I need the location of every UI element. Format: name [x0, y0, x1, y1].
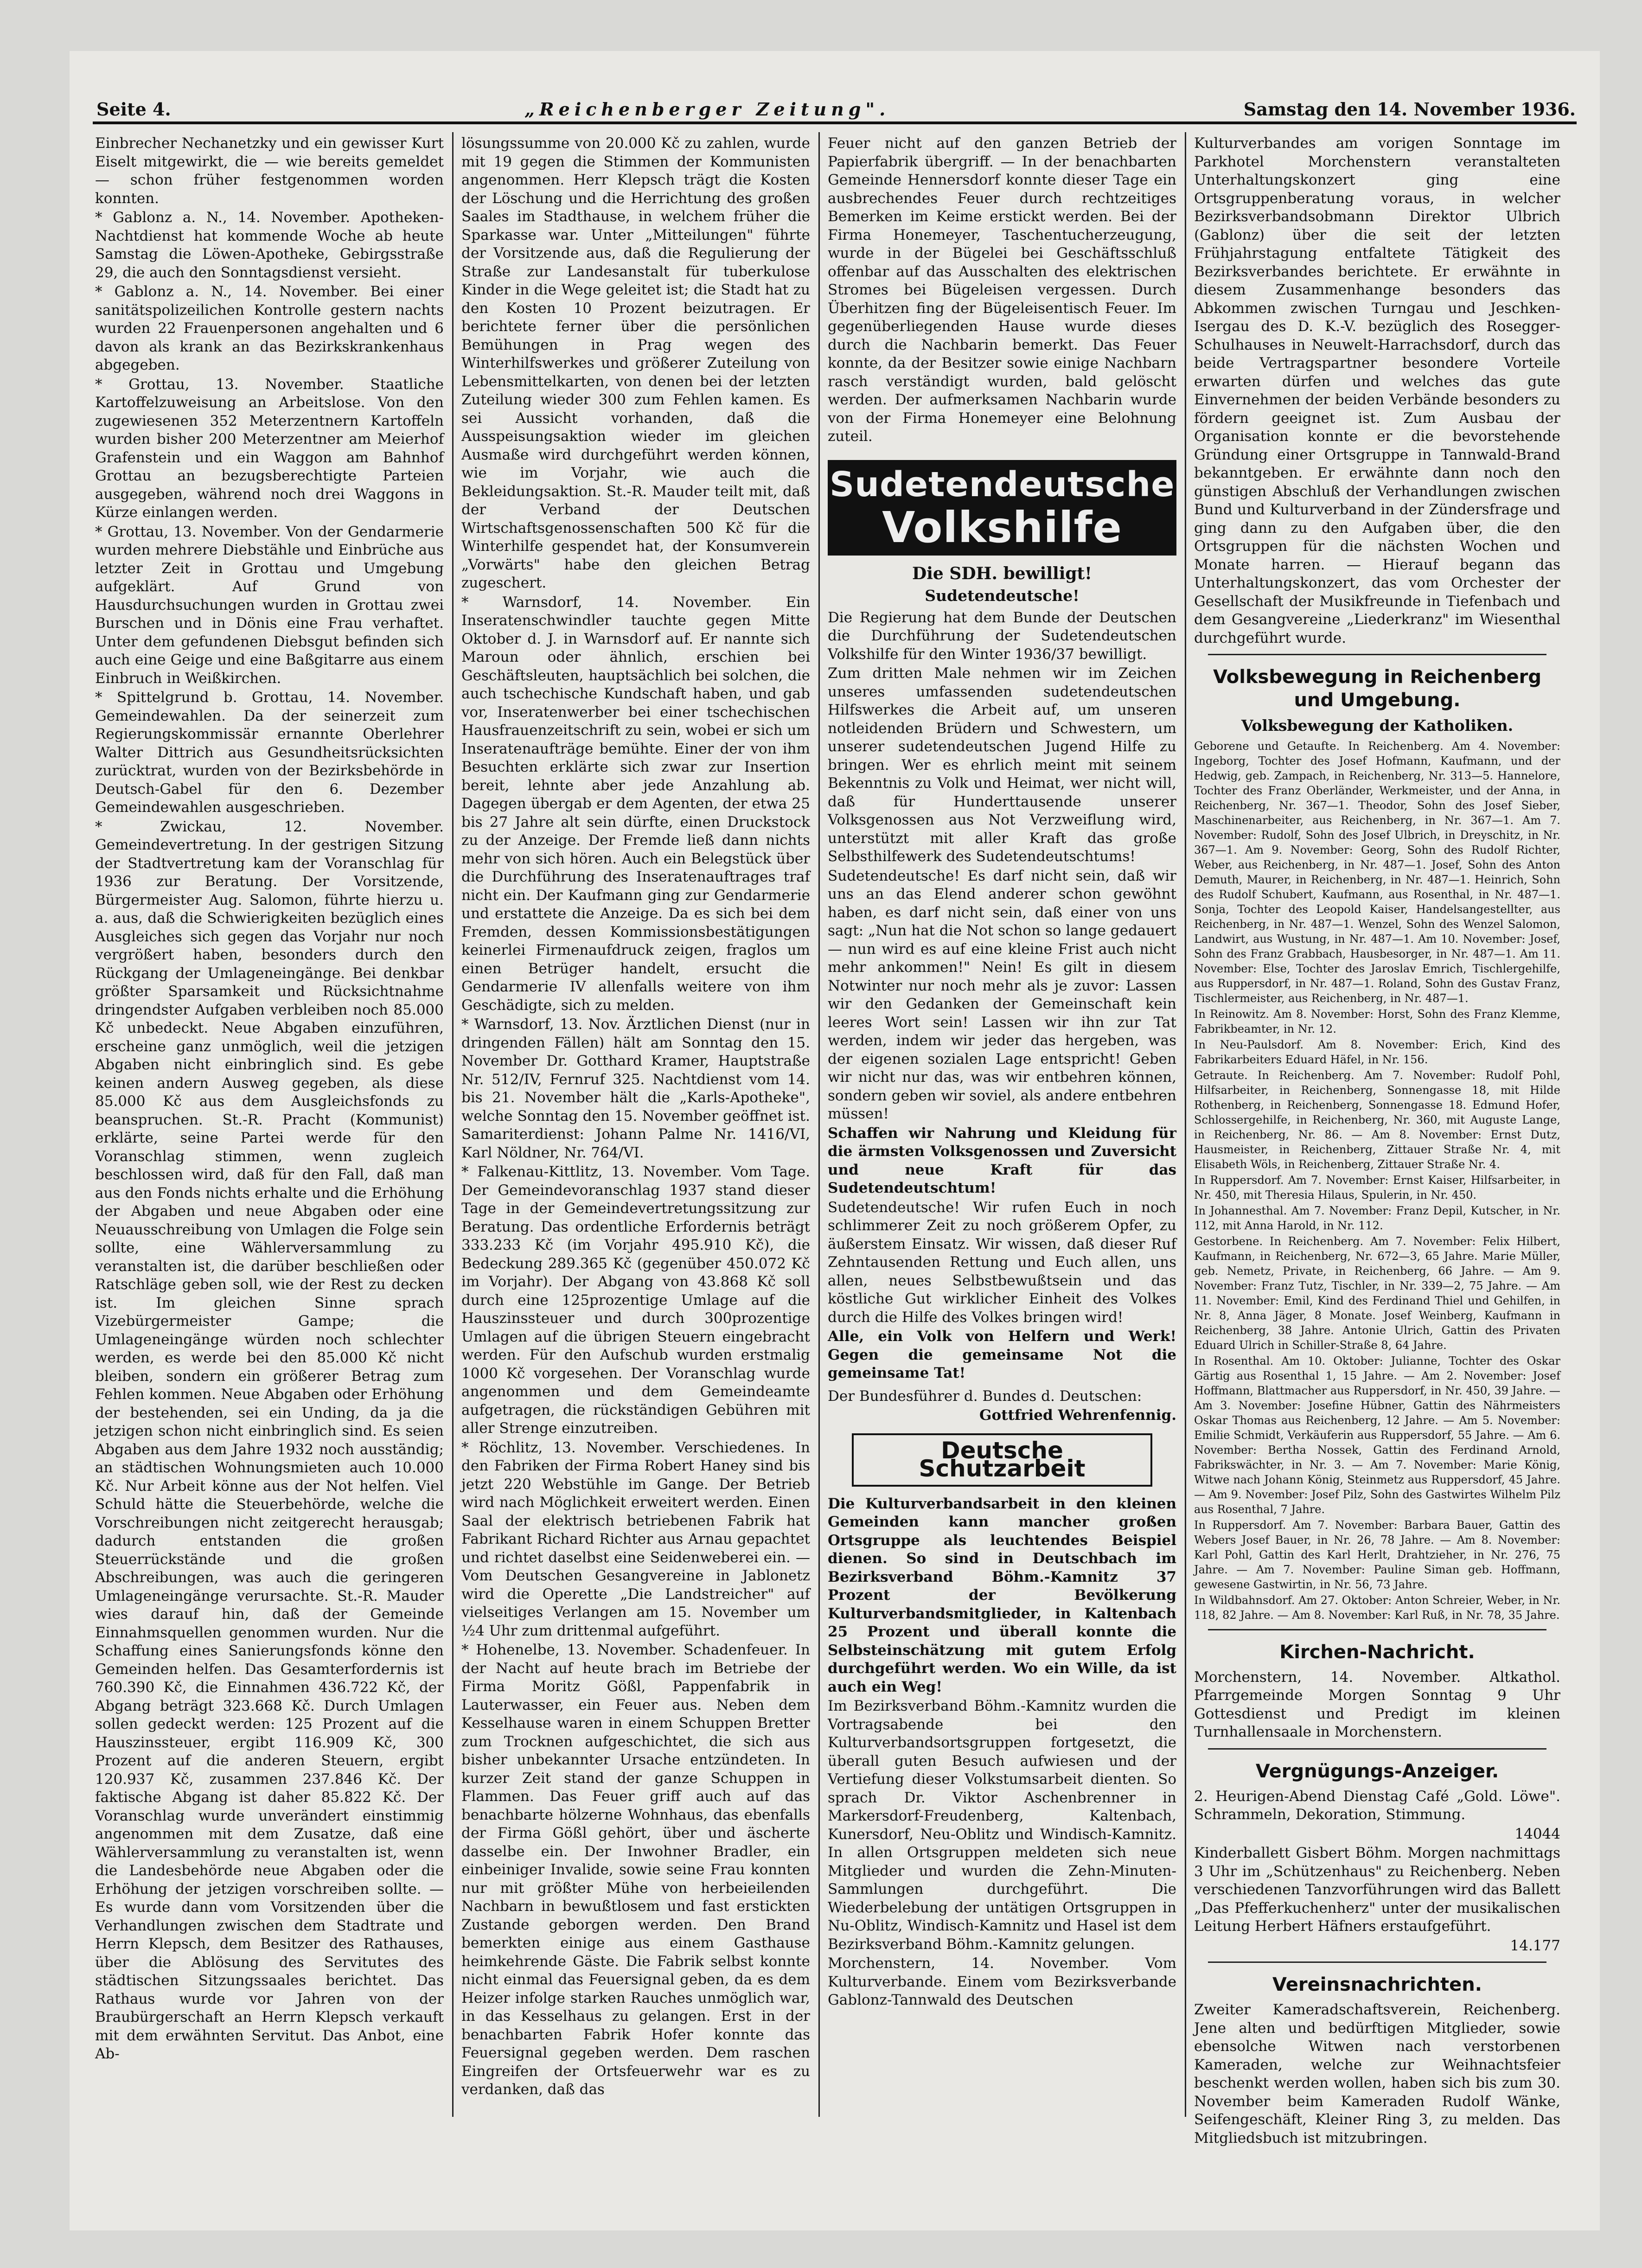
- article-para: * Gablonz a. N., 14. November. Apotheken-Nachtdienst hat kommende Woche ab heute Samstag die Löwen-Apotheke, Gebirgsstraße 29, die auch den Sonntagsdienst versieht.: [95, 209, 444, 281]
- article-para: Kulturverbandes am vorigen Sonntage im Parkhotel Morchenstern veranstalteten Unterhaltungskonzert ging eine Ortsgruppenberatung voraus, in welcher Bezirksverbandsobmann Direktor Ulbrich (Gablonz) über die seit der letzten Frühjahrstagung entfaltete Tätigkeit des Bezirksverbandes berichtete. Er erwähnte in diesem Zusammenhange besonders das Abkommen zwischen Turngau und Jeschken-Isergau des D. K.-V. bezüglich des Rosegger-Schulhauses in Neuwelt-Harrachsdorf, durch das beide Vertragspartner besondere Vorteile erwarten dürfen und welches das gute Einvernehmen der beiden Verbände besonders zu fördern geeignet ist. Zum Ausbau der Organisation konnte er die bevorstehende Gründung einer Ortsgruppe in Tannwald-Brand bekanntgeben. Er erwähnte dann noch den günstigen Abschluß der Verhandlungen zwischen Bund und Kulturverband in der Zündersfrage und ging dann zu den Aufgaben über, die den Ortsgruppen für die nächsten Wochen und Monate harren. — Hierauf begann das Unterhaltungskonzert, das vom Orchester der Gesellschaft der Musikfreunde in Tiefenbach und dem Gesangvereine „Liederkranz" im Wiesenthal durchgeführt wurde.: [1194, 135, 1560, 646]
- article-para: Einbrecher Nechanetzky und ein gewisser Kurt Eiselt mitgewirkt, die — wie bereits gemeldet — schon früher festgenommen worden konnten.: [95, 135, 444, 207]
- article-para: Zweiter Kameradschaftsverein, Reichenberg. Jene alten und bedürftigen Mitglieder, sowie ebensolche Witwen nach verstorbenen Kameraden, welche zur Weihnachtsfeier beschenkt werden wollen, haben sich bis zum 30. November beim Kameraden Rudolf Wänke, Seifengeschäft, Kleiner Ring 3, zu melden. Das Mitgliedsbuch ist mitzubringen.: [1194, 2001, 1560, 2147]
- record-para: In Reinowitz. Am 8. November: Horst, Sohn des Franz Klemme, Fabrikbeamter, in Nr. 12.: [1194, 1007, 1560, 1035]
- article-para: Feuer nicht auf den ganzen Betrieb der Papierfabrik übergriff. — In der benachbarten Gemeinde Hennersdorf konnte dieser Tage ein ausbrechendes Feuer durch rechtzeitiges Bemerken im Keime erstickt werden. Bei der Firma Honemeyer, Taschentucherzeugung, wurde in der Bügelei bei Geschäftsschluß offenbar auf das Ausschalten des elektrischen Stromes bei Bügeleisen vergessen. Durch Überhitzen fing der Bügeleisentisch Feuer. Im gegenüberliegenden Hause wurde dieses durch die Nachbarin bemerkt. Das Feuer konnte, da der Besitzer sowie einige Nachbarn rasch verständigt wurden, bald gelöscht werden. Der aufmerksamen Nachbarin wurde von der Firma Honemeyer eine Belohnung zuteil.: [828, 135, 1176, 445]
- column-1: [95, 134, 444, 2128]
- article-para: * Grottau, 13. November. Von der Gendarmerie wurden mehrere Diebstähle und Einbrüche aus letzter Zeit in Grottau und Umgebung aufgeklärt. Auf Grund von Hausdurchsuchungen wurden in Grottau zwei Burschen und in Dönis eine Frau verhaftet. Unter dem gefundenen Diebsgut befinden sich auch eine Geige und eine Baßgitarre aus einem Einbruch in Weißkirchen.: [95, 523, 444, 687]
- newspaper-page: [70, 51, 1600, 2230]
- article-para: * Gablonz a. N., 14. November. Bei einer sanitätspolizeilichen Kontrolle gestern nachts wurden 22 Frauenpersonen angehalten und 6 davon als krank an das Bezirkskrankenhaus abgegeben.: [95, 283, 444, 373]
- section-rule: [1208, 1961, 1546, 1963]
- section-subheading: Volksbewegung der Katholiken.: [1241, 716, 1514, 735]
- appeal-para: Sudetendeutsche! Es darf nicht sein, daß wir uns an das Elend anderer schon gewöhnt haben, es darf nicht sein, daß einer von uns sagt: „Nun hat die Not schon so lange gedauert — nun wird es auf eine kleine Frist auch nicht mehr ankommen!" Nein! Es gilt in diesem Notwinter nur noch mehr als je zuvor: Lassen wir den Gedanken der Gemeinschaft kein leeres Wort sein! Lassen wir ihn zur Tat werden, indem wir jeder das hergeben, was der eigenen sozialen Lage entspricht! Geben wir nicht nur das, was wir entbehren können, sondern geben wir soviel, als andere entbehren müssen!: [828, 867, 1176, 1122]
- record-para: In Ruppersdorf. Am 7. November: Barbara Bauer, Gattin des Webers Josef Bauer, in Nr. 26, 78 Jahre. — Am 8. November: Karl Pohl, Gattin des Karl Herlt, Drahtzieher, in Nr. 276, 75 Jahre. — Am 7. November: Pauline Siman geb. Hoffmann, gewesene Gastwirtin, in Nr. 56, 73 Jahre.: [1194, 1518, 1560, 1591]
- article-para: * Zwickau, 12. November. Gemeindevertretung. In der gestrigen Sitzung der Stadtvertretung kam der Voranschlag für 1936 zur Beratung. Der Vorsitzende, Bürgermeister Aug. Salomon, führte hierzu u. a. aus, daß die Schwierigkeiten bezüglich eines Ausgleiches sich gegen das Vorjahr nur noch vergrößert haben, besonders durch den Rückgang der Umlageneingänge. Bei denkbar größter Sparsamkeit und Rücksichtnahme dringendster Aufgaben verbleiben noch 85.000 Kč unbedeckt. Neue Abgaben einzuführen, erscheine ganz unmöglich, weil die jetzigen Abgaben nicht einbringlich sind. Es gebe keinen andern Ausweg gegeben, als diese 85.000 Kč aus dem Ausgleichsfonds zu beanspruchen. St.-R. Pracht (Kommunist) erklärte, seine Partei werde für den Voranschlag stimmen, wenn zugleich beschlossen wird, daß für den Fall, daß man aus den Fonds nichts erhalte und die Erhöhung der Abgaben und neue Abgaben oder eine Neuausschreibung von Umlagen die Folge sein sollte, eine Wählerversammlung zu veranstalten ist, die darüber beschließen oder Ratschläge geben soll, wie der Rest zu decken ist. Im gleichen Sinne sprach Vizebürgermeister Gampe; die Umlageneingänge würden noch schlechter werden, es werde bei den 85.000 Kč nicht bleiben, sondern ein größerer Betrag zum Fehlen kommen. Neue Abgaben oder Erhöhung der bestehenden, sei ein Unding, da ja die jetzigen schon nicht einbringlich sind. Es seien Abgaben aus dem Jahre 1932 noch ausständig; an städtischen Wohnungsmieten auch 10.000 Kč. Nur Arbeit könne aus der Not helfen. Viel Schuld hätte die Steuerbehörde, welche die Vorschreibungen nicht zeitgerecht herausgab; dadurch entstanden die großen Steuerrückstände und die großen Abschreibungen, was auch die geringeren Umlageneingänge verursachte. St.-R. Mauder wies darauf hin, daß der Gemeinde Einnahmsquellen genommen wurden. Nur die Schaffung eines Sanierungsfonds könne den Gemeinden helfen. Das Gesamterfordernis ist 760.390 Kč, die Einnahmen 436.722 Kč, der Abgang beträgt 323.668 Kč. Durch Umlagen sollen gedeckt werden: 125 Prozent auf die Hauszinssteuer, ergibt 116.909 Kč, 300 Prozent auf die anderen Steuern, ergibt 120.937 Kč, zusammen 237.846 Kč. Der faktische Abgang ist daher 85.822 Kč. Der Voranschlag wurde unverändert einstimmig angenommen mit dem Zusatze, daß eine Wählerversammlung zu veranstalten ist, wenn die Landesbehörde neue Abgaben oder die Erhöhung der jetzigen vorschreiben sollte. — Es wurde dann vom Vorsitzenden über die Verhandlungen zwischen dem Stadtrate und Herrn Klepsch, dem Besitzer des Rathauses, über die Ablösung des Servitutes des städtischen Sitzungssaales berichtet. Das Rathaus wurde vor Jahren von der Braubürgerschaft an Herrn Klepsch verkauft mit dem erwähnten Servitut. Das Anbot, eine Ab-: [95, 818, 444, 2062]
- signer-name: Gottfried Wehrenfennig.: [979, 1407, 1176, 1424]
- article-para: lösungssumme von 20.000 Kč zu zahlen, wurde mit 19 gegen die Stimmen der Kommunisten angenommen. Herr Klepsch trägt die Kosten der Löschung und die Herrichtung des großen Saales im Stadthause, in welchem früher die Sparkasse war. Unter „Mitteilungen" führte der Vorsitzende aus, daß die Regulierung der Straße zur Landesanstalt für tuberkulose Kinder in die Wege geleitet ist; die Stadt hat zu den Kosten 10 Prozent beizutragen. Er berichtete ferner über die persönlichen Bemühungen in Prag wegen des Winterhilfswerkes und größerer Zuteilung von Lebensmittelkarten, von denen bei der letzten Zuteilung wieder 300 zum Fehlen kamen. Es sei Aussicht vorhanden, daß die Ausspeisungsaktion wieder im gleichen Ausmaße wird durchgeführt werden können, wie im Vorjahr, wie auch die Bekleidungsaktion. St.-R. Mauder teilt mit, daß der Verband der Deutschen Wirtschaftsgenossenschaften 500 Kč für die Winterhilfe gespendet hat, der Konsumverein „Vorwärts" habe den gleichen Betrag zugeschert.: [461, 135, 810, 591]
- section-rule: [1208, 654, 1546, 655]
- article-para: * Röchlitz, 13. November. Verschiedenes. In den Fabriken der Firma Robert Haney sind bis jetzt 220 Webstühle im Gange. Der Betrieb wird nach Möglichkeit erweitert werden. Einen Saal der elektrisch betriebenen Fabrik hat Fabrikant Richard Richter aus Arnau gepachtet und richtet daselbst eine Seidenweberei ein. — Vom Deutschen Gesangvereine in Jablonetz wird die Operette „Die Landstreicher" auf vielseitiges Verlangen am 15. November um ½4 Uhr zum drittenmal aufgeführt.: [461, 1439, 810, 1639]
- section-heading: Vergnügungs-Anzeiger.: [1255, 1760, 1499, 1782]
- ad-number: 14.177: [1510, 1937, 1560, 1954]
- ad-text: Kinderballett Gisbert Böhm. Morgen nachmittags 3 Uhr im „Schützenhaus" zu Reichenberg. Neben verschiedenen Tanzvorführungen wird das Ballett „Das Pfefferkuchenherz" unter der musikalischen Leitung Herbert Häfners erstaufgeführt.: [1194, 1845, 1560, 1935]
- volkshilfe-heading: Die SDH. bewilligt!: [912, 563, 1092, 583]
- volkshilfe-banner: [828, 460, 1176, 556]
- record-para: In Neu-Paulsdorf. Am 8. November: Erich, Kind des Fabrikarbeiters Eduard Häfel, in Nr. 156.: [1194, 1038, 1560, 1066]
- article-para: * Hohenelbe, 13. November. Schadenfeuer. In der Nacht auf heute brach im Betriebe der Firma Moritz Gößl, Pappenfabrik in Lauterwasser, ein Feuer aus. Neben dem Kesselhause waren in einem Schuppen Bretter zum Trocknen aufgeschichtet, die sich aus bisher unbekannter Ursache entzündeten. In kurzer Zeit stand der ganze Schuppen in Flammen. Das Feuer griff auch auf das benachbarte hölzerne Wohnhaus, das ebenfalls der Firma Gößl gehört, über und äscherte dasselbe ein. Der Inwohner Bradler, ein einbeiniger Invalide, sowie seine Frau konnten nur mit größter Mühe von herbeieilenden Nachbarn in bewußtlosem und fast erstickten Zustande geborgen werden. Den Brand bemerkten einige aus einem Gasthause heimkehrende Gäste. Die Fabrik selbst konnte nicht einmal das Feuersignal geben, da es dem Heizer infolge starken Rauches unmöglich war, in das Kesselhaus zu gelangen. Erst in der benachbarten Fabrik Hofer konnte das Feuersignal gegeben werden. Dem raschen Eingreifen der Ortsfeuerwehr war es zu verdanken, daß das: [461, 1642, 810, 2098]
- banner-line: Sudetendeutsche: [830, 464, 1175, 505]
- header-rule: [93, 121, 1577, 124]
- banner-line: Volkshilfe: [882, 502, 1122, 552]
- record-para: In Wildbahnsdorf. Am 27. Oktober: Anton Schreier, Weber, in Nr. 118, 82 Jahre. — Am 8. November: Karl Ruß, in Nr. 78, 35 Jahre.: [1194, 1593, 1560, 1622]
- column-divider: [818, 132, 820, 2117]
- signer-title: Der Bundesführer d. Bundes d. Deutschen:: [828, 1387, 1142, 1405]
- vital-records: [1194, 739, 1560, 1623]
- article-para: * Grottau, 13. November. Staatliche Kartoffelzuweisung an Arbeitslose. Von den zugewiesenen 352 Meterzentnern Kartoffeln wurden bisher 200 Meterzentner am Meierhof Grafenstein und ein Waggon am Bahnhof Grottau an bezugsberechtigte Parteien ausgegeben, während noch drei Waggons in Kürze einlangen werden.: [95, 376, 444, 521]
- appeal-para: Schaffen wir Nahrung und Kleidung für die ärmsten Volksgenossen und Zuversicht und neue Kraft für das Sudetendeutschtum!: [828, 1124, 1176, 1196]
- column-divider: [452, 132, 454, 2117]
- column-3: [828, 134, 1176, 2128]
- article-para: Morchenstern, 14. November. Vom Kulturverbande. Einem vom Bezirksverbande Gablonz-Tannwald des Deutschen: [828, 1955, 1176, 2008]
- record-para: In Rosenthal. Am 10. Oktober: Julianne, Tochter des Oskar Gärtig aus Rosenthal 1, 15 Jahre. — Am 2. November: Josef Hoffmann, Blattmacher aus Ruppersdorf, in Nr. 450, 39 Jahre. — Am 3. November: Josefine Hübner, Gattin des Nährmeisters Oskar Thomas aus Reichenberg, 12 Jahre. — Am 5. November: Emilie Schmidt, Verkäuferin aus Ruppersdorf, 55 Jahre. — Am 6. November: Bertha Nossek, Gattin des Ferdinand Arnold, Fabrikswächter, in Nr. 3. — Am 7. November: Marie König, Witwe nach Johann König, Steinmetz aus Ruppersdorf, 45 Jahre. — Am 9. November: Josef Pilz, Sohn des Gastwirtes Wilhelm Pilz aus Rosenthal, 7 Jahre.: [1194, 1354, 1560, 1516]
- masthead: [96, 87, 1576, 120]
- article-para: * Spittelgrund b. Grottau, 14. November. Gemeindewahlen. Da der seinerzeit zum Regierungskommissär ernannte Oberlehrer Walter Dittrich aus Gesundheitsrücksichten zurücktrat, wurden von der Bezirksbehörde in Deutsch-Gabel für den 6. Dezember Gemeindewahlen ausgeschrieben.: [95, 689, 444, 816]
- page-number: Seite 4.: [96, 99, 171, 120]
- appeal-para: Alle, ein Volk von Helfern und Werk! Gegen die gemeinsame Not die gemeinsame Tat!: [828, 1328, 1176, 1381]
- section-heading: Volksbewegung in Reichenberg und Umgebung.: [1213, 666, 1542, 711]
- column-2: [461, 134, 810, 2128]
- newspaper-title: „Reichenberger Zeitung".: [524, 99, 890, 120]
- section-heading: Vereinsnachrichten.: [1272, 1974, 1482, 1995]
- section-rule: [1208, 1748, 1546, 1750]
- article-para: Im Bezirksverband Böhm.-Kamnitz wurden die Vortragsabende bei den Kulturverbandsortsgruppen fortgesetzt, die überall guten Besuch aufwiesen und der Vertiefung dieser Volkstumsarbeit dienten. So sprach Dr. Viktor Aschenbrenner in Markersdorf-Freudenberg, Kaltenbach, Kunersdorf, Neu-Oblitz und Windisch-Kamnitz. In allen Ortsgruppen meldeten sich neue Mitglieder und wurden die Zehn-Minuten-Sammlungen durchgeführt. Die Wiederbelebung der untätigen Ortsgruppen in Nu-Oblitz, Windisch-Kamnitz und Hasel ist dem Bezirksverband Böhm.-Kamnitz gelungen.: [828, 1698, 1176, 1953]
- record-para: In Ruppersdorf. Am 7. November: Ernst Kaiser, Hilfsarbeiter, in Nr. 450, mit Theresia Hilaus, Spulerin, in Nr. 450.: [1194, 1173, 1560, 1201]
- record-para: Getraute. In Reichenberg. Am 7. November: Rudolf Pohl, Hilfsarbeiter, in Reichenberg, Sonnengasse 18, mit Hilde Rothenberg, in Reichenberg, Sonnengasse 18. Edmund Hofer, Schlossergehilfe, in Reichenberg, Nr. 360, mit Auguste Lange, in Reichenberg, Nr. 86. — Am 8. November: Ernst Dutz, Hausmeister, in Reichenberg, Zittauer Straße Nr. 4, mit Elisabeth Wöls, in Reichenberg, Zittauer Straße Nr. 4.: [1194, 1068, 1560, 1171]
- section-heading: Kirchen-Nachricht.: [1279, 1641, 1475, 1663]
- volkshilfe-sub: Sudetendeutsche!: [925, 587, 1080, 605]
- appeal-para: Sudetendeutsche! Wir rufen Euch in noch schlimmerer Zeit zu noch größerem Opfer, zu äußerstem Einsatz. Wir wissen, daß dieser Ruf Zehntausenden Rettung und Euch allen, uns allen, neues Selbstbewußtsein und das köstliche Gut wirklicher Einheit des Volkes durch die Hilfe des Volkes bringen wird!: [828, 1199, 1176, 1326]
- article-para: Morchenstern, 14. November. Altkathol. Pfarrgemeinde Morgen Sonntag 9 Uhr Gottesdienst und Predigt im kleinen Turnhallensaale in Morchenstern.: [1194, 1668, 1560, 1740]
- article-para: * Falkenau-Kittlitz, 13. November. Vom Tage. Der Gemeindevoranschlag 1937 stand dieser Tage in der Gemeindevertretungssitzung zur Beratung. Das ordentliche Erfordernis beträgt 333.233 Kč (im Vorjahr 495.910 Kč), die Bedeckung 289.365 Kč (gegenüber 450.072 Kč im Vorjahr). Der Abgang von 43.868 Kč soll durch eine 125prozentige Umlage auf die Hauszinssteuer und durch 300prozentige Umlagen auf die übrigen Steuern eingebracht werden. Für den Aufschub wurden erstmalig 1000 Kč vorgesehen. Der Voranschlag wurde angenommen und dem Gemeindeamte aufgetragen, die rückständigen Gebühren mit aller Strenge einzutreiben.: [461, 1163, 810, 1437]
- banner-text: Deutsche Schutzarbeit: [919, 1437, 1086, 1482]
- article-para: * Warnsdorf, 14. November. Ein Inseratenschwindler tauchte gegen Mitte Oktober d. J. in Warnsdorf auf. Er nannte sich Maroun oder ähnlich, erschien bei Geschäftsleuten, hauptsächlich bei solchen, die auch tschechische Kundschaft haben, und gab vor, Inseratenwerber bei einer tschechischen Hausfrauenzeitschrift zu sein, wobei er sich um Inseratenaufträge bemühte. Einer der von ihm Besuchten erklärte sich zwar zur Insertion bereit, lehnte aber jede Anzahlung ab. Dagegen übergab er dem Agenten, der etwa 25 bis 27 Jahre alt sein dürfte, einen Druckstock zu der Anzeige. Der Fremde ließ dann nichts mehr von sich hören. Auch ein Belegstück über die Durchführung des Inseratenauftrages traf nicht ein. Der Kaufmann ging zur Gendarmerie und erstattete die Anzeige. Da es sich bei dem Fremden, dessen Kommissionsbestätigungen keinerlei Firmenaufdruck zeigen, fraglos um einen Betrüger handelt, ersucht die Gendarmerie IV allenfalls weitere von ihm Geschädigte, sich zu melden.: [461, 594, 810, 1014]
- issue-date: Samstag den 14. November 1936.: [1243, 99, 1576, 120]
- column-divider: [1185, 132, 1186, 2117]
- record-para: Geborene und Getaufte. In Reichenberg. Am 4. November: Ingeborg, Tochter des Josef Hofmann, Kaufmann, und der Hedwig, geb. Zampach, in Reichenberg, Nr. 313—5. Hannelore, Tochter des Franz Oberländer, Werkmeister, und der Anna, in Reichenberg, Nr. 367—1. Theodor, Sohn des Josef Sieber, Maschinenarbeiter, aus Reichenberg, in Nr. 367—1. Am 7. November: Rudolf, Sohn des Josef Ulbrich, in Dreyschitz, in Nr. 367—1. Am 9. November: Georg, Sohn des Rudolf Richter, Weber, aus Reichenberg, in Nr. 487—1. Josef, Sohn des Anton Demuth, Maurer, in Reichenberg, in Nr. 487—1. Heinrich, Sohn des Rudolf Schubert, Kaufmann, aus Rosenthal, in Nr. 487—1. Sonja, Tochter des Leopold Kaiser, Handelsangestellter, aus Reichenberg, in Nr. 487—1. Wenzel, Sohn des Wenzel Salomon, Landwirt, aus Wustung, in Nr. 487—1. Am 10. November: Josef, Sohn des Franz Grabbach, Hausbesorger, in Nr. 487—1. Am 11. November: Else, Tochter des Jaroslav Emrich, Tischlergehilfe, aus Ruppersdorf, in Nr. 487—1. Roland, Sohn des Gustav Franz, Tischlermeister, aus Reichenberg, in Nr. 487—1.: [1194, 739, 1560, 1005]
- article-para: Die Kulturverbandsarbeit in den kleinen Gemeinden kann mancher großen Ortsgruppe als leuchtendes Beispiel dienen. So sind in Deutschbach im Bezirksverband Böhm.-Kamnitz 37 Prozent der Bevölkerung Kulturverbandsmitglieder, in Kaltenbach 25 Prozent und überall konnte die Selbsteinschätzung mit gutem Erfolg durchgeführt werden. Wo ein Wille, da ist auch ein Weg!: [828, 1495, 1176, 1695]
- article-para: * Warnsdorf, 13. Nov. Ärztlichen Dienst (nur in dringenden Fällen) hält am Sonntag den 15. November Dr. Gotthard Kramer, Hauptstraße Nr. 512/IV, Fernruf 325. Nachtdienst vom 14. bis 21. November hält die „Karls-Apotheke", welche Sonntag den 15. November geöffnet ist. Samariterdienst: Johann Palme Nr. 1416/VI, Karl Nöldner, Nr. 764/VI.: [461, 1016, 810, 1161]
- ad-text: 2. Heurigen-Abend Dienstag Café „Gold. Löwe". Schrammeln, Dekoration, Stimmung.: [1194, 1788, 1560, 1823]
- appeal-para: Die Regierung hat dem Bunde der Deutschen die Durchführung der Sudetendeutschen Volkshilfe für den Winter 1936/37 bewilligt.: [828, 609, 1176, 663]
- ad-number: 14044: [1514, 1825, 1560, 1842]
- schutzarbeit-banner: [852, 1433, 1152, 1487]
- record-para: In Johannesthal. Am 7. November: Franz Depil, Kutscher, in Nr. 112, mit Anna Harold, in Nr. 112.: [1194, 1204, 1560, 1232]
- record-para: Gestorbene. In Reichenberg. Am 7. November: Felix Hilbert, Kaufmann, in Reichenberg, Nr. 672—3, 65 Jahre. Marie Müller, geb. Nemetz, Private, in Reichenberg, 66 Jahre. — Am 9. November: Franz Tutz, Tischler, in Nr. 339—2, 75 Jahre. — Am 11. November: Emil, Kind des Ferdinand Thiel und Gehilfen, in Nr. 8, Anna Jäger, 8 Monate. Josef Weinberg, Kaufmann in Reichenberg, 38 Jahre. Antonie Ulrich, Gattin des Privaten Eduard Ulrich in Schiller-Straße 8, 64 Jahre.: [1194, 1234, 1560, 1352]
- section-rule: [1208, 1629, 1546, 1630]
- appeal-para: Zum dritten Male nehmen wir im Zeichen unseres umfassenden sudetendeutschen Hilfswerkes die Arbeit auf, um unseren notleidenden Brüdern und Schwestern, um unserer sudetendeutschen Jugend Hilfe zu bringen. Wer es ehrlich meint mit seinem Bekenntnis zu Volk und Heimat, wer nicht will, daß für Hunderttausende unserer Volksgenossen aus Not Verzweiflung wird, unterstützt mit aller Kraft das große Selbsthilfewerk des Sudetendeutschtums!: [828, 665, 1176, 865]
- column-4: [1194, 134, 1560, 2147]
